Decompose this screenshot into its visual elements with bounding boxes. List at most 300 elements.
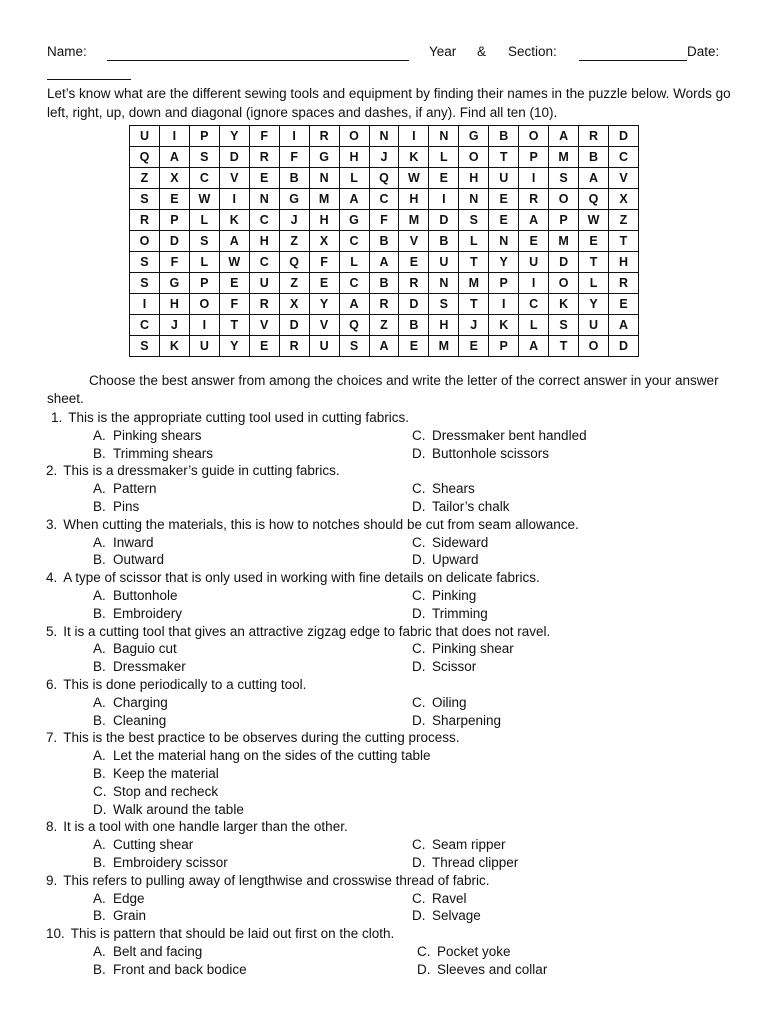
- answer-option: [412, 836, 506, 854]
- name-blank-line: [107, 60, 409, 61]
- answer-option: [93, 694, 168, 712]
- option-text: Selvage: [432, 908, 481, 924]
- answer-option: [412, 534, 488, 552]
- puzzle-cell: V: [309, 315, 339, 336]
- puzzle-cell: M: [459, 273, 489, 294]
- header-fields: [47, 44, 724, 62]
- puzzle-cell: I: [189, 315, 219, 336]
- puzzle-cell: N: [429, 273, 459, 294]
- option-letter: B.: [93, 712, 106, 728]
- puzzle-cell: X: [609, 189, 639, 210]
- puzzle-cell: M: [309, 189, 339, 210]
- option-letter: D.: [412, 445, 426, 461]
- puzzle-cell: T: [609, 231, 639, 252]
- option-row: [0, 605, 768, 623]
- puzzle-cell: Q: [369, 168, 399, 189]
- puzzle-cell: L: [189, 210, 219, 231]
- option-row: [0, 551, 768, 569]
- puzzle-row: [130, 294, 639, 315]
- question-number: 10.: [46, 926, 65, 942]
- puzzle-cell: D: [609, 126, 639, 147]
- option-text: Sideward: [432, 534, 489, 550]
- option-text: Sharpening: [432, 712, 502, 728]
- option-text: Pinking shear: [432, 641, 514, 657]
- option-text: Pinking: [432, 587, 477, 603]
- option-letter: C.: [412, 534, 426, 550]
- puzzle-cell: X: [309, 231, 339, 252]
- option-row: [0, 534, 768, 552]
- question-item: [0, 729, 768, 818]
- option-text: Cutting shear: [113, 837, 194, 853]
- puzzle-cell: K: [399, 147, 429, 168]
- answer-option: [93, 587, 178, 605]
- puzzle-row: [130, 168, 639, 189]
- puzzle-cell: Y: [309, 294, 339, 315]
- puzzle-cell: C: [369, 189, 399, 210]
- puzzle-cell: K: [489, 315, 519, 336]
- option-text: Stop and recheck: [113, 783, 219, 799]
- option-letter: D.: [412, 854, 426, 870]
- puzzle-cell: R: [369, 294, 399, 315]
- puzzle-cell: L: [429, 147, 459, 168]
- puzzle-cell: Q: [279, 252, 309, 273]
- puzzle-cell: O: [130, 231, 160, 252]
- option-letter: B.: [93, 552, 106, 568]
- option-text: Walk around the table: [113, 801, 244, 817]
- puzzle-cell: T: [459, 252, 489, 273]
- option-text: Upward: [432, 552, 479, 568]
- puzzle-cell: G: [279, 189, 309, 210]
- puzzle-row: [130, 336, 639, 357]
- question-item: [0, 569, 768, 622]
- puzzle-cell: H: [429, 315, 459, 336]
- puzzle-cell: P: [549, 210, 579, 231]
- puzzle-cell: A: [519, 336, 549, 357]
- option-text: Ravel: [432, 890, 467, 906]
- option-letter: B.: [93, 605, 106, 621]
- answer-option: [93, 498, 139, 516]
- option-text: Embroidery: [113, 605, 183, 621]
- puzzle-intro: Let’s know what are the different sewing tools and equipment by finding their names in the puzzle below. Words go left, right, up, down and diagonal (ignore spaces and dashes, if any). Find all ten (10).: [47, 86, 731, 120]
- puzzle-cell: B: [429, 231, 459, 252]
- option-text: Pattern: [113, 481, 157, 497]
- answer-options: [0, 640, 768, 676]
- puzzle-cell: D: [399, 294, 429, 315]
- answer-option: [93, 534, 154, 552]
- puzzle-cell: D: [549, 252, 579, 273]
- question-stem: [0, 569, 768, 587]
- question-stem: [0, 818, 768, 836]
- puzzle-cell: O: [549, 189, 579, 210]
- section-blank-line: [579, 60, 687, 61]
- question-item: [0, 409, 768, 462]
- puzzle-cell: B: [399, 315, 429, 336]
- puzzle-cell: V: [249, 315, 279, 336]
- question-number: 6.: [46, 676, 58, 692]
- answer-option: [412, 587, 476, 605]
- option-letter: B.: [93, 765, 106, 781]
- puzzle-cell: A: [579, 168, 609, 189]
- puzzle-cell: H: [459, 168, 489, 189]
- puzzle-cell: P: [189, 273, 219, 294]
- option-row: [0, 836, 768, 854]
- puzzle-cell: V: [399, 231, 429, 252]
- answer-options: [0, 534, 768, 570]
- name-label: Name:: [47, 44, 87, 59]
- puzzle-cell: N: [459, 189, 489, 210]
- option-text: Thread clipper: [432, 854, 519, 870]
- puzzle-cell: I: [519, 168, 549, 189]
- puzzle-cell: Q: [579, 189, 609, 210]
- puzzle-cell: B: [369, 231, 399, 252]
- option-row: [0, 498, 768, 516]
- question-stem: [0, 516, 768, 534]
- puzzle-cell: R: [279, 336, 309, 357]
- option-row: [0, 712, 768, 730]
- option-letter: A.: [93, 641, 106, 657]
- year-label: Year: [429, 44, 457, 59]
- puzzle-cell: B: [279, 168, 309, 189]
- option-text: Buttonhole: [113, 587, 178, 603]
- option-letter: A.: [93, 534, 106, 550]
- puzzle-cell: D: [219, 147, 249, 168]
- puzzle-cell: I: [489, 294, 519, 315]
- puzzle-cell: H: [309, 210, 339, 231]
- answer-option: [412, 427, 587, 445]
- option-text: Buttonhole scissors: [432, 445, 550, 461]
- puzzle-cell: T: [549, 336, 579, 357]
- puzzle-cell: U: [130, 126, 160, 147]
- puzzle-cell: S: [189, 231, 219, 252]
- puzzle-cell: R: [399, 273, 429, 294]
- answer-option: [93, 907, 146, 925]
- puzzle-cell: E: [399, 252, 429, 273]
- question-number: 4.: [46, 570, 58, 586]
- option-text: Inward: [113, 534, 154, 550]
- puzzle-cell: P: [159, 210, 189, 231]
- puzzle-cell: L: [459, 231, 489, 252]
- puzzle-cell: E: [429, 168, 459, 189]
- answer-option: [93, 783, 218, 801]
- answer-options: [0, 587, 768, 623]
- option-letter: D.: [417, 961, 431, 977]
- puzzle-cell: H: [399, 189, 429, 210]
- puzzle-cell: E: [249, 336, 279, 357]
- puzzle-cell: Y: [579, 294, 609, 315]
- answer-option: [412, 445, 549, 463]
- option-text: Cleaning: [113, 712, 167, 728]
- answer-option: [412, 480, 475, 498]
- puzzle-cell: B: [579, 147, 609, 168]
- puzzle-cell: S: [459, 210, 489, 231]
- puzzle-row: [130, 189, 639, 210]
- answer-option: [412, 551, 479, 569]
- puzzle-cell: U: [489, 168, 519, 189]
- option-text: Trimming: [432, 605, 488, 621]
- puzzle-cell: R: [249, 294, 279, 315]
- option-letter: D.: [412, 605, 426, 621]
- option-row: [0, 480, 768, 498]
- puzzle-cell: F: [219, 294, 249, 315]
- puzzle-row: [130, 315, 639, 336]
- answer-option: [412, 498, 510, 516]
- answer-option: [93, 801, 244, 819]
- option-text: Charging: [113, 694, 168, 710]
- question-number: 2.: [46, 463, 58, 479]
- puzzle-cell: B: [369, 273, 399, 294]
- question-number: 5.: [46, 623, 58, 639]
- puzzle-cell: U: [519, 252, 549, 273]
- puzzle-cell: Q: [339, 315, 369, 336]
- option-text: Pinking shears: [113, 427, 202, 443]
- answer-option: [417, 961, 547, 979]
- question-item: [0, 818, 768, 871]
- puzzle-cell: E: [459, 336, 489, 357]
- puzzle-cell: R: [579, 126, 609, 147]
- puzzle-cell: O: [519, 126, 549, 147]
- option-text: Scissor: [432, 659, 477, 675]
- question-stem: [0, 925, 768, 943]
- puzzle-cell: C: [339, 231, 369, 252]
- puzzle-cell: F: [369, 210, 399, 231]
- answer-option: [412, 658, 476, 676]
- puzzle-cell: C: [189, 168, 219, 189]
- question-stem: [0, 676, 768, 694]
- answer-option: [93, 480, 157, 498]
- option-letter: D.: [412, 659, 426, 675]
- puzzle-row: [130, 147, 639, 168]
- question-item: [0, 872, 768, 925]
- puzzle-cell: Z: [279, 273, 309, 294]
- puzzle-cell: G: [159, 273, 189, 294]
- puzzle-cell: G: [309, 147, 339, 168]
- option-text: Outward: [113, 552, 165, 568]
- puzzle-cell: A: [549, 126, 579, 147]
- puzzle-cell: Y: [219, 336, 249, 357]
- puzzle-cell: C: [130, 315, 160, 336]
- option-text: Trimming shears: [113, 445, 214, 461]
- puzzle-cell: Z: [130, 168, 160, 189]
- puzzle-cell: J: [459, 315, 489, 336]
- word-search-puzzle: [129, 125, 639, 357]
- puzzle-cell: Z: [279, 231, 309, 252]
- puzzle-cell: N: [429, 126, 459, 147]
- puzzle-cell: C: [609, 147, 639, 168]
- puzzle-cell: K: [219, 210, 249, 231]
- puzzle-cell: C: [519, 294, 549, 315]
- puzzle-cell: Y: [219, 126, 249, 147]
- puzzle-cell: H: [159, 294, 189, 315]
- puzzle-row: [130, 126, 639, 147]
- option-text: Belt and facing: [113, 943, 203, 959]
- answer-options: [0, 890, 768, 926]
- answer-options: [0, 694, 768, 730]
- puzzle-cell: M: [399, 210, 429, 231]
- option-text: Let the material hang on the sides of the cutting table: [113, 748, 431, 764]
- question-item: [0, 676, 768, 729]
- answer-option: [412, 640, 514, 658]
- answer-option: [93, 427, 202, 445]
- option-letter: A.: [93, 427, 106, 443]
- puzzle-cell: E: [579, 231, 609, 252]
- puzzle-row: [130, 231, 639, 252]
- puzzle-cell: L: [579, 273, 609, 294]
- question-list: [0, 409, 768, 979]
- option-row: [0, 961, 768, 979]
- question-number: 7.: [46, 730, 58, 746]
- section-label: Section:: [508, 44, 557, 59]
- answer-option: [93, 640, 177, 658]
- puzzle-cell: E: [489, 210, 519, 231]
- question-number: 1.: [51, 410, 63, 425]
- puzzle-cell: A: [339, 189, 369, 210]
- puzzle-cell: E: [309, 273, 339, 294]
- option-letter: A.: [93, 481, 106, 497]
- option-letter: C.: [412, 837, 426, 853]
- option-letter: D.: [412, 908, 426, 924]
- puzzle-cell: S: [130, 336, 160, 357]
- answer-option: [93, 890, 145, 908]
- date-label: Date:: [687, 44, 720, 59]
- puzzle-cell: O: [459, 147, 489, 168]
- puzzle-cell: G: [339, 210, 369, 231]
- puzzle-cell: J: [369, 147, 399, 168]
- question-item: [0, 516, 768, 569]
- option-letter: B.: [93, 961, 106, 977]
- option-row: [0, 445, 768, 463]
- puzzle-cell: E: [159, 189, 189, 210]
- option-row: [0, 658, 768, 676]
- question-text: A type of scissor that is only used in working with fine details on delicate fabrics.: [63, 570, 540, 586]
- puzzle-cell: E: [489, 189, 519, 210]
- option-row: [0, 765, 768, 783]
- option-text: Oiling: [432, 694, 467, 710]
- puzzle-cell: U: [429, 252, 459, 273]
- puzzle-cell: X: [279, 294, 309, 315]
- option-letter: B.: [93, 854, 106, 870]
- option-letter: B.: [93, 498, 106, 514]
- option-letter: C.: [412, 427, 426, 443]
- option-letter: C.: [412, 481, 426, 497]
- option-text: Baguio cut: [113, 641, 177, 657]
- option-letter: A.: [93, 694, 106, 710]
- option-text: Dressmaker: [113, 659, 186, 675]
- puzzle-cell: W: [189, 189, 219, 210]
- option-row: [0, 783, 768, 801]
- puzzle-row: [130, 210, 639, 231]
- puzzle-cell: U: [309, 336, 339, 357]
- puzzle-cell: W: [219, 252, 249, 273]
- option-letter: B.: [93, 659, 106, 675]
- puzzle-cell: T: [219, 315, 249, 336]
- puzzle-cell: T: [489, 147, 519, 168]
- option-text: Edge: [113, 890, 145, 906]
- option-letter: A.: [93, 748, 106, 764]
- question-number: 8.: [46, 819, 58, 835]
- answer-option: [412, 605, 488, 623]
- question-stem: [0, 462, 768, 480]
- answer-option: [93, 605, 182, 623]
- puzzle-cell: S: [130, 273, 160, 294]
- answer-options: [0, 943, 768, 979]
- puzzle-cell: S: [130, 189, 160, 210]
- answer-option: [412, 854, 518, 872]
- puzzle-cell: O: [189, 294, 219, 315]
- option-text: Seam ripper: [432, 837, 506, 853]
- puzzle-cell: E: [609, 294, 639, 315]
- question-text: It is a tool with one handle larger than the other.: [63, 819, 348, 835]
- puzzle-row: [130, 252, 639, 273]
- puzzle-cell: M: [549, 231, 579, 252]
- option-row: [0, 890, 768, 908]
- option-letter: B.: [93, 908, 106, 924]
- puzzle-cell: C: [249, 252, 279, 273]
- option-text: Grain: [113, 908, 147, 924]
- puzzle-cell: L: [339, 168, 369, 189]
- puzzle-cell: A: [369, 336, 399, 357]
- question-stem: [0, 729, 768, 747]
- option-letter: A.: [93, 837, 106, 853]
- option-text: Tailor’s chalk: [432, 498, 510, 514]
- puzzle-cell: M: [549, 147, 579, 168]
- puzzle-cell: V: [219, 168, 249, 189]
- puzzle-cell: J: [279, 210, 309, 231]
- puzzle-cell: I: [159, 126, 189, 147]
- question-number: 3.: [46, 516, 58, 532]
- option-letter: A.: [93, 587, 106, 603]
- puzzle-cell: K: [549, 294, 579, 315]
- puzzle-cell: R: [519, 189, 549, 210]
- question-text: This is the appropriate cutting tool used in cutting fabrics.: [68, 410, 409, 425]
- puzzle-cell: W: [399, 168, 429, 189]
- puzzle-cell: W: [579, 210, 609, 231]
- puzzle-cell: R: [249, 147, 279, 168]
- puzzle-cell: S: [549, 168, 579, 189]
- answer-option: [93, 658, 186, 676]
- option-text: Dressmaker bent handled: [432, 427, 587, 443]
- answer-option: [93, 445, 213, 463]
- option-letter: C.: [93, 783, 107, 799]
- puzzle-cell: O: [579, 336, 609, 357]
- puzzle-cell: D: [159, 231, 189, 252]
- puzzle-cell: Y: [489, 252, 519, 273]
- option-letter: A.: [93, 890, 106, 906]
- puzzle-cell: B: [489, 126, 519, 147]
- answer-option: [412, 907, 481, 925]
- option-letter: D.: [412, 498, 426, 514]
- puzzle-cell: E: [519, 231, 549, 252]
- option-letter: B.: [93, 445, 106, 461]
- puzzle-cell: U: [249, 273, 279, 294]
- puzzle-cell: A: [519, 210, 549, 231]
- option-row: [0, 943, 768, 961]
- option-letter: D.: [412, 552, 426, 568]
- puzzle-cell: L: [189, 252, 219, 273]
- puzzle-cell: T: [459, 294, 489, 315]
- puzzle-cell: O: [549, 273, 579, 294]
- question-stem: [0, 623, 768, 641]
- answer-option: [93, 961, 247, 979]
- answer-options: [0, 480, 768, 516]
- puzzle-cell: A: [369, 252, 399, 273]
- puzzle-cell: S: [130, 252, 160, 273]
- option-text: Shears: [432, 481, 475, 497]
- puzzle-cell: E: [399, 336, 429, 357]
- puzzle-cell: O: [339, 126, 369, 147]
- puzzle-cell: F: [159, 252, 189, 273]
- quiz-instructions: Choose the best answer from among the choices and write the letter of the correct answer in your answer sheet.: [47, 373, 719, 406]
- question-text: This is done periodically to a cutting tool.: [63, 676, 307, 692]
